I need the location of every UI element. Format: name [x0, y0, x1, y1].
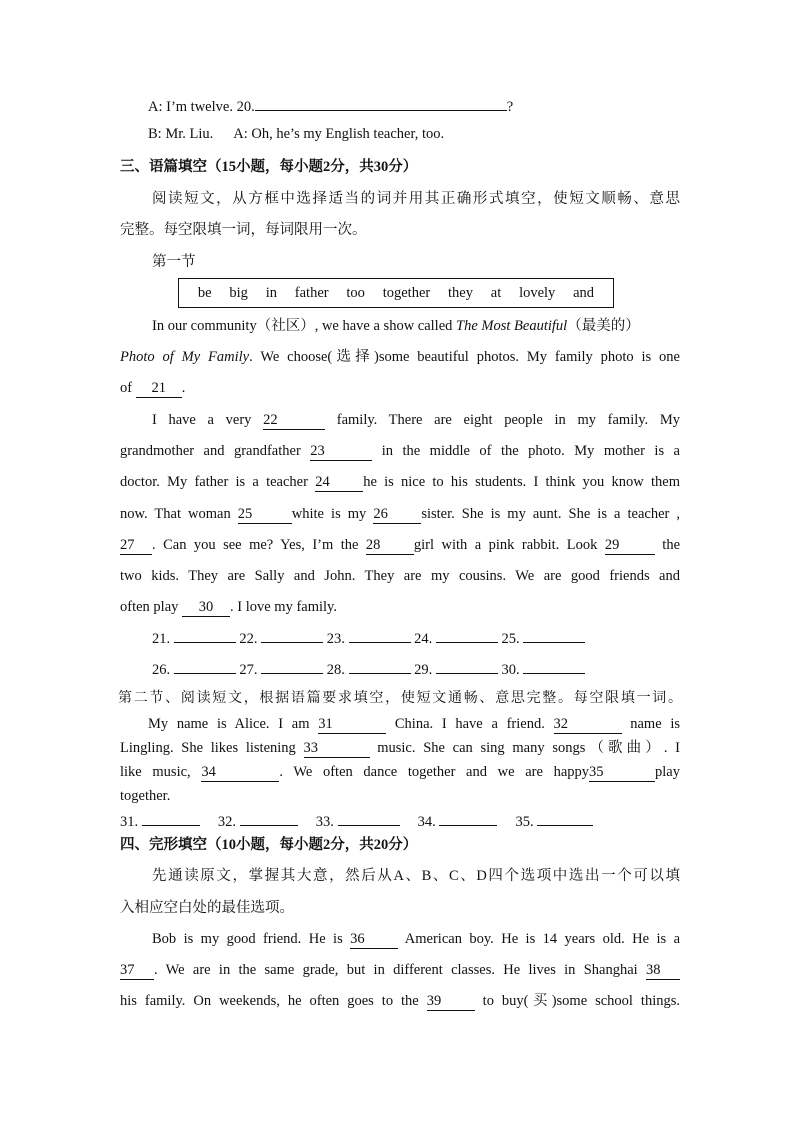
part-2-heading: 第二节、阅读短文，根据语篇要求填空，使短文通畅、意思完整。每空限填一词。 [118, 691, 682, 706]
answer-label: 35. [515, 814, 534, 830]
word-box [178, 278, 614, 308]
answer-label: 30. [501, 662, 520, 678]
answer-line[interactable] [436, 659, 498, 674]
part-2-line [120, 738, 680, 758]
passage-text: . Can you see me? Yes, I’m the [152, 537, 366, 553]
answer-line[interactable] [523, 659, 585, 674]
section-4-heading: 四、完形填空（10小题，每小题2分，共20分） [120, 837, 418, 853]
section-3-instruction: 阅读短文，从方框中选择适当的词并用其正确形式填空，使短文顺畅、意思 [152, 191, 680, 207]
passage-text: his family. On weekends, he often goes to the [120, 993, 427, 1009]
blank-26[interactable]: 26 [373, 506, 421, 524]
cloze-line [120, 960, 680, 980]
dialogue-speaker-b: B: Mr. Liu. [148, 126, 214, 142]
passage-text: like music, [120, 764, 202, 780]
passage-text: American boy. He is 14 years old. He is a [398, 931, 681, 947]
word-option: in [265, 284, 277, 301]
show-title: The Most Beautiful [456, 318, 568, 334]
passage-text: . We choose(选择)some beautiful photos. My family photo is one [249, 349, 680, 365]
passage-text: Bob is my good friend. He is [152, 931, 351, 947]
blank-32[interactable]: 32 [554, 716, 622, 734]
answer-line[interactable] [439, 811, 497, 826]
section-4-instruction: 先通读原文，掌握其大意，然后从A、B、C、D四个选项中选出一个可以填 [152, 868, 680, 884]
word-option: they [448, 284, 473, 301]
passage-text: the [654, 537, 681, 553]
blank-33[interactable]: 33 [304, 740, 370, 758]
word-option: father [294, 284, 329, 301]
word-option: lovely [519, 284, 556, 301]
passage-line [120, 535, 680, 555]
passage-text: music. She can sing many songs（歌曲）. I [369, 740, 680, 756]
passage-text: doctor. My father is a teacher [120, 474, 316, 490]
section-3-heading: 三、语篇填空（15小题，每小题2分，共30分） [120, 159, 418, 175]
blank-28[interactable]: 28 [366, 537, 414, 555]
passage-line [120, 441, 680, 461]
answer-label: 33. [315, 814, 334, 830]
passage-text: girl with a pink rabbit. Look [413, 537, 605, 553]
passage-text: of [120, 380, 136, 396]
dialogue-text: A: I’m twelve. 20. [148, 99, 255, 115]
answer-label: 21. [152, 631, 171, 647]
answer-line[interactable] [338, 811, 400, 826]
part-2-line [148, 714, 680, 734]
passage-line [152, 316, 680, 336]
passage-text: （最美的） [567, 318, 640, 334]
passage-text: family. There are eight people in my family. My [325, 412, 680, 428]
passage-text: in the middle of the photo. My mother is a [372, 443, 680, 459]
part-2-line [120, 762, 680, 782]
blank-21[interactable]: 21 [136, 380, 182, 398]
answer-line[interactable] [142, 811, 200, 826]
passage-text: play [655, 764, 680, 780]
answer-label: 24. [414, 631, 433, 647]
word-option: at [490, 284, 502, 301]
passage-line [120, 347, 680, 367]
passage-line [152, 410, 680, 430]
passage-text: name is [621, 716, 681, 732]
passage-text: . We are in the same grade, but in different classes. He lives in Shanghai [154, 962, 646, 978]
answer-line[interactable] [349, 628, 411, 643]
passage-text: grandmother and grandfather [120, 443, 311, 459]
passage-line: two kids. They are Sally and John. They are my cousins. We are good friends and [120, 568, 680, 584]
blank-38[interactable]: 38 [646, 962, 680, 980]
passage-text: In our community（社区）, we have a show called [152, 318, 457, 334]
answer-line[interactable] [174, 659, 236, 674]
answer-label: 29. [414, 662, 433, 678]
blank-36[interactable]: 36 [350, 931, 398, 949]
passage-line [120, 472, 680, 492]
blank-27[interactable]: 27 [120, 537, 152, 555]
dialogue-speaker-a: A: Oh, he’s my English teacher, too. [233, 126, 445, 142]
word-option: and [573, 284, 595, 301]
blank-37[interactable]: 37 [120, 962, 154, 980]
answer-line[interactable] [436, 628, 498, 643]
answer-row [120, 811, 680, 832]
blank-39[interactable]: 39 [427, 993, 475, 1011]
passage-text: I have a very [152, 412, 264, 428]
cloze-line [152, 929, 680, 949]
section-4-instruction-2: 入相应空白处的最佳选项。 [120, 900, 294, 916]
passage-line [120, 378, 680, 398]
answer-blank-20[interactable] [255, 96, 507, 111]
answer-line[interactable] [174, 628, 236, 643]
passage-line [120, 597, 680, 617]
part-2-line: together. [120, 788, 171, 804]
section-3-instruction-2: 完整。每空限填一词，每词限用一次。 [120, 222, 367, 238]
passage-text: . I love my family. [230, 599, 337, 615]
passage-text: often play [120, 599, 183, 615]
blank-22[interactable]: 22 [263, 412, 325, 430]
blank-24[interactable]: 24 [315, 474, 363, 492]
passage-text: now. That woman [120, 506, 238, 522]
passage-line [120, 504, 680, 524]
passage-text: sister. She is my aunt. She is a teacher , [421, 506, 680, 522]
answer-label: 22. [239, 631, 258, 647]
blank-25[interactable]: 25 [238, 506, 292, 524]
answer-row [152, 659, 680, 680]
answer-line[interactable] [349, 659, 411, 674]
answer-label: 34. [417, 814, 436, 830]
passage-text: China. I have a friend. [386, 716, 554, 732]
passage-text: . We often dance together and we are happy [279, 764, 590, 780]
dialogue-line-2 [148, 124, 708, 144]
word-option: be [197, 284, 212, 301]
part-1-label: 第一节 [152, 254, 196, 270]
answer-row [152, 628, 680, 649]
blank-35[interactable]: 35 [589, 764, 655, 782]
answer-label: 32. [217, 814, 236, 830]
answer-line[interactable] [240, 811, 298, 826]
passage-text: to buy(买)some school things. [474, 993, 680, 1009]
show-title: Photo of My Family [120, 349, 250, 365]
passage-text: he is nice to his students. I think you know them [363, 474, 680, 490]
word-option: too [346, 284, 365, 301]
passage-text: My name is Alice. I am [148, 716, 319, 732]
answer-label: 31. [120, 814, 139, 830]
answer-label: 26. [152, 662, 171, 678]
passage-text: white is my [291, 506, 374, 522]
blank-31[interactable]: 31 [318, 716, 386, 734]
passage-text: . [181, 380, 186, 396]
answer-line[interactable] [261, 628, 323, 643]
word-option: together [382, 284, 431, 301]
dialogue-text: ? [506, 99, 514, 115]
blank-34[interactable]: 34 [201, 764, 279, 782]
answer-label: 28. [326, 662, 345, 678]
answer-label: 23. [326, 631, 345, 647]
answer-label: 25. [501, 631, 520, 647]
blank-23[interactable]: 23 [310, 443, 372, 461]
dialogue-line-1 [148, 96, 708, 117]
answer-label: 27. [239, 662, 258, 678]
blank-30[interactable]: 30 [182, 599, 230, 617]
blank-29[interactable]: 29 [605, 537, 655, 555]
answer-line[interactable] [523, 628, 585, 643]
answer-line[interactable] [537, 811, 593, 826]
cloze-line [120, 991, 680, 1011]
answer-line[interactable] [261, 659, 323, 674]
passage-text: Lingling. She likes listening [120, 740, 304, 756]
word-option: big [229, 284, 248, 301]
